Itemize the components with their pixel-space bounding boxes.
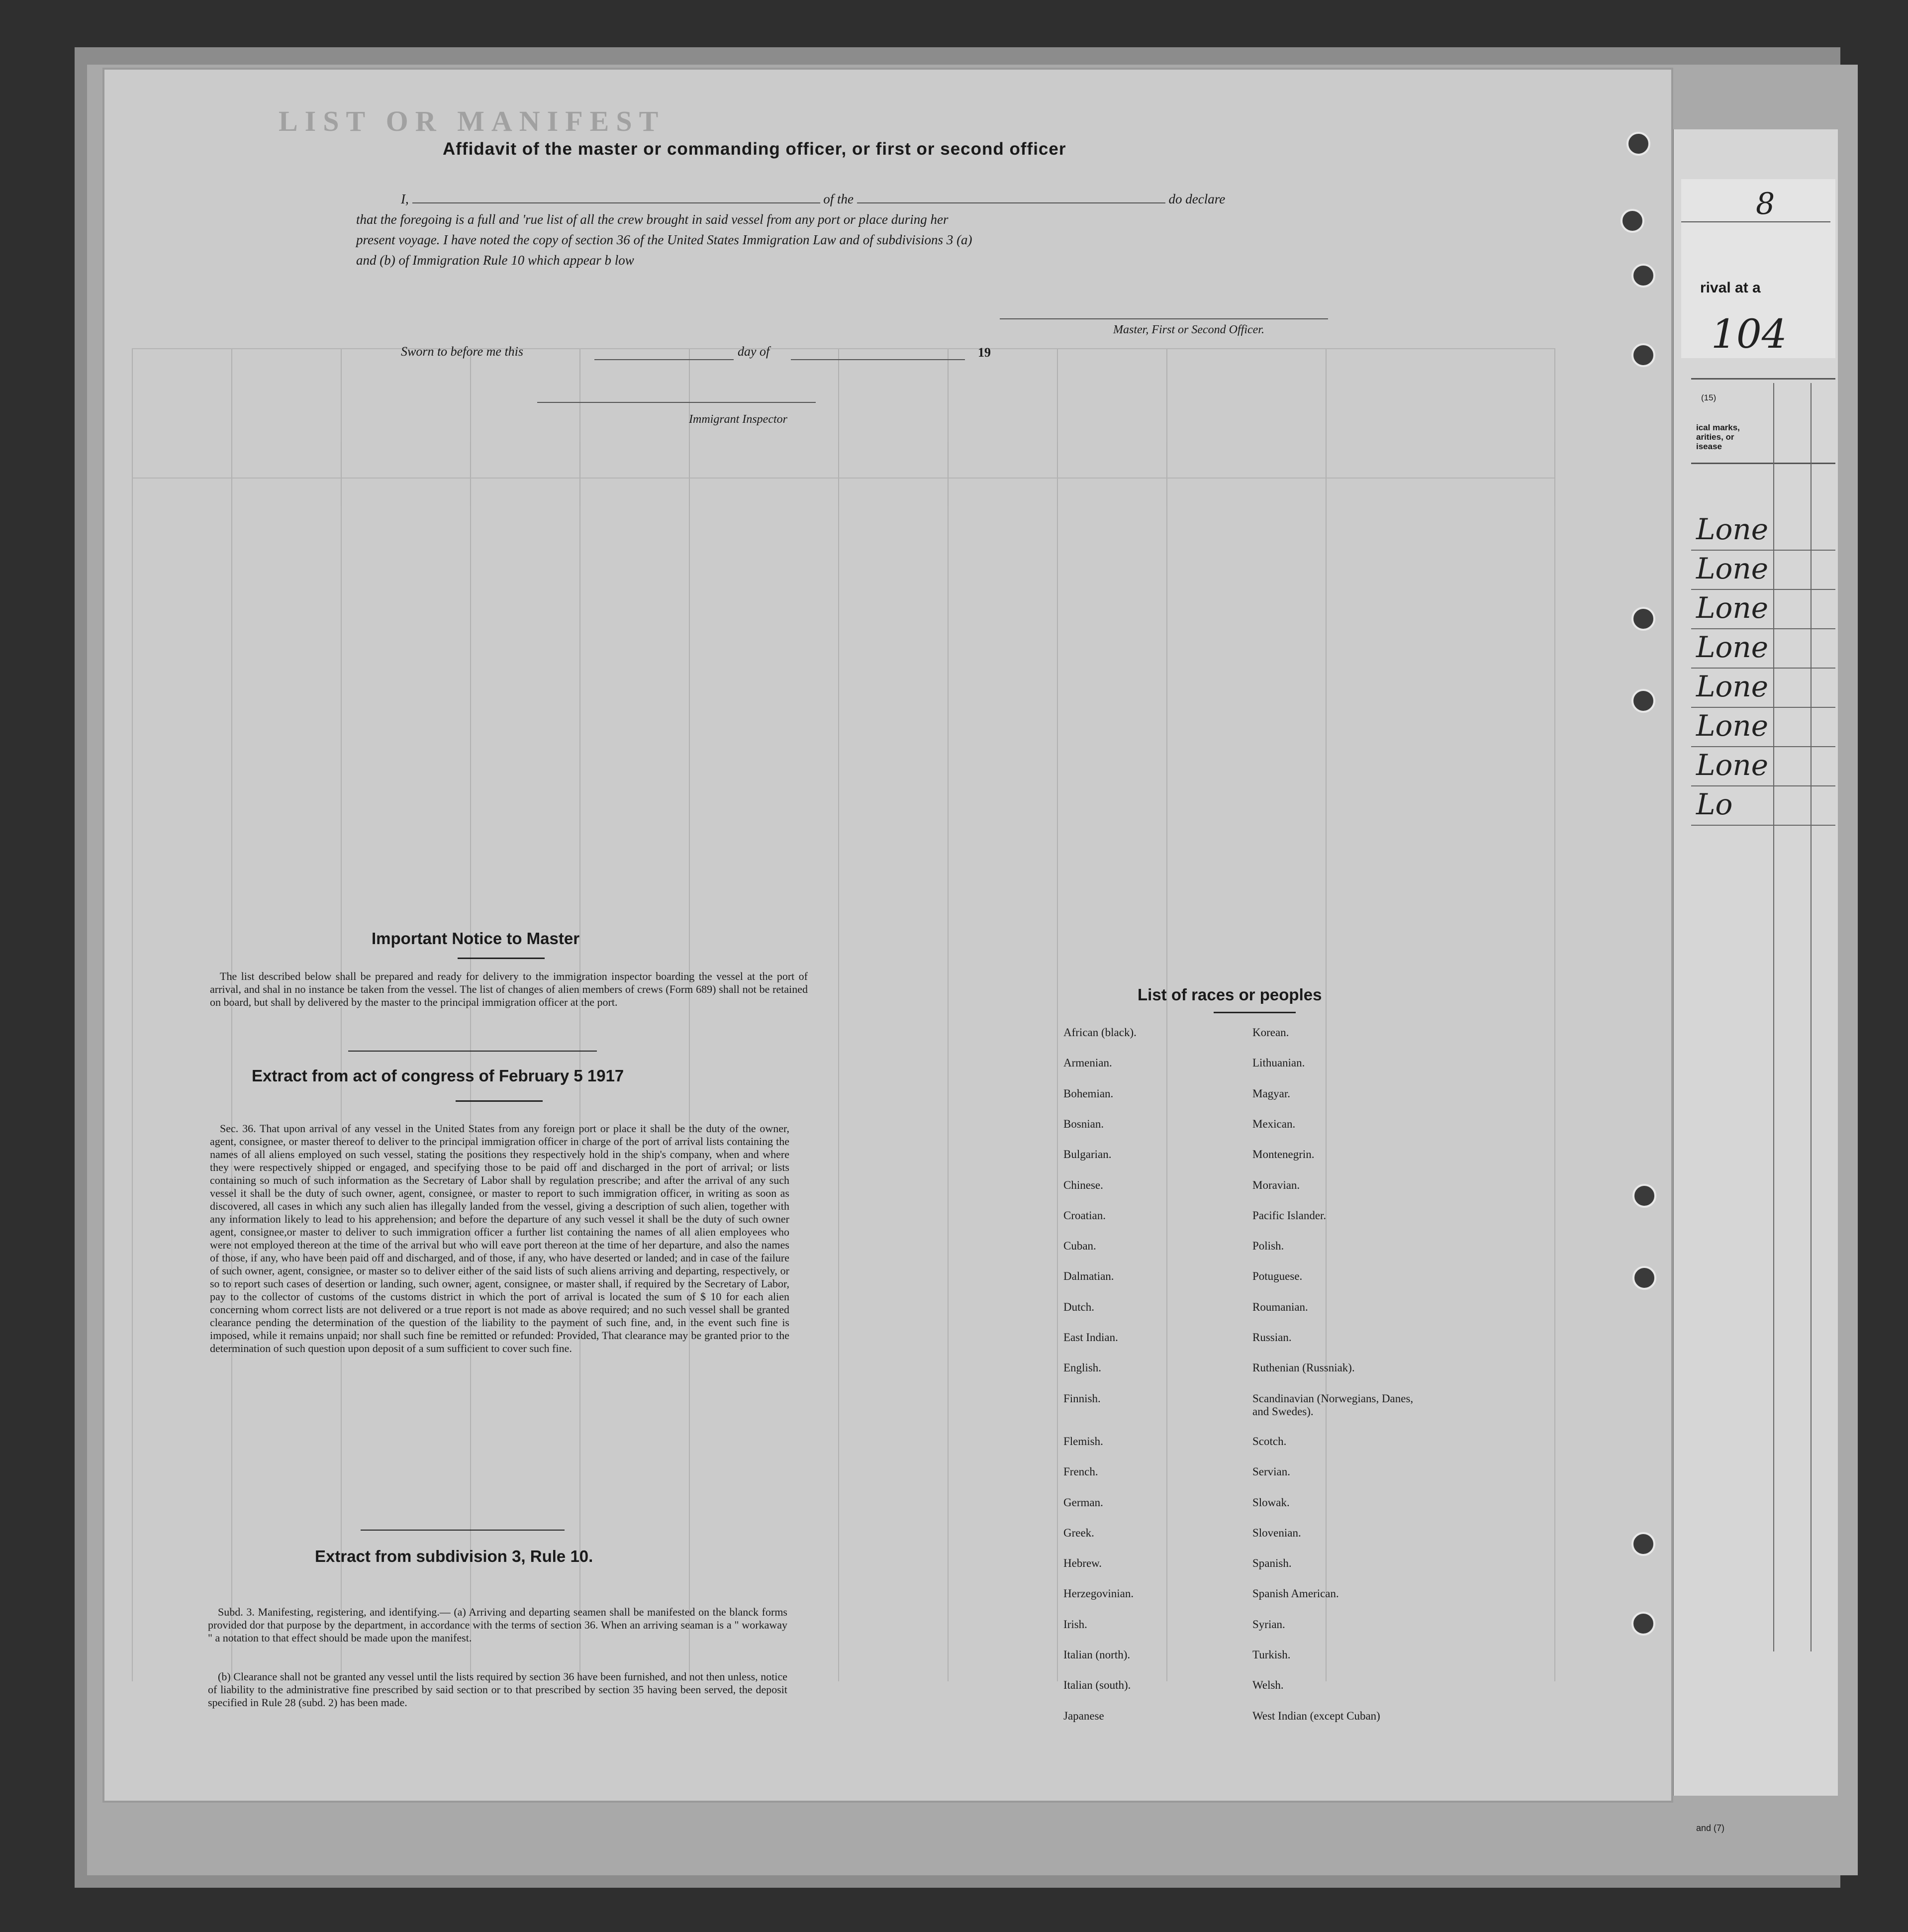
race-item: Slovenian. [1252, 1526, 1301, 1539]
binder-hole [1631, 689, 1655, 713]
strip-footer: and (7) [1696, 1823, 1725, 1833]
binder-hole [1631, 264, 1655, 288]
sworn-month-line [791, 359, 965, 360]
race-item: Welsh. [1252, 1679, 1284, 1692]
race-item: Cuban. [1063, 1240, 1096, 1253]
strip-rule-top [1691, 378, 1835, 380]
strip-rule-head [1691, 463, 1835, 464]
affidavit-title: Affidavit of the master or commanding officer, or first or second officer [443, 139, 1066, 159]
race-item: Bulgarian. [1063, 1148, 1112, 1161]
strip-entry: Lone [1696, 670, 1769, 703]
extract-rule-text-b: (b) Clearance shall not be granted any vessel until the lists required by section 36 have been furnished, and not then unless, notice of liability to the administrative fine prescribed by said section or to that prescribed by section 35 having been served, the deposit specified in Rule 28 (subd. 2) has been made. [208, 1670, 787, 1709]
strip-entry: Lone [1696, 748, 1769, 782]
race-item: Moravian. [1252, 1178, 1300, 1191]
strip-entry: Lone [1696, 709, 1769, 743]
race-item: Syrian. [1252, 1618, 1285, 1631]
race-item: Armenian. [1063, 1057, 1112, 1069]
inspector-label: Immigrant Inspector [689, 413, 787, 426]
bleed-through-header: LIST OR MANIFEST [279, 105, 666, 137]
binder-hole [1626, 132, 1650, 156]
affidavit-do-declare: do declare [1168, 192, 1226, 206]
title-underline [458, 958, 545, 959]
arrival-text: rival at a [1700, 280, 1761, 296]
affidavit-line-4: and (b) of Immigration Rule 10 which appear b low [356, 253, 634, 268]
races-title: List of races or peoples [1138, 985, 1322, 1004]
bleed-through-table [132, 348, 1554, 1681]
race-item: Irish. [1063, 1618, 1087, 1631]
sheet-number: 8 [1756, 187, 1775, 221]
race-item: English. [1063, 1361, 1102, 1374]
strip-row-line [1691, 825, 1835, 826]
race-item: Lithuanian. [1252, 1057, 1305, 1069]
master-signature-line [1000, 318, 1328, 319]
race-item: Roumanian. [1252, 1300, 1308, 1313]
race-item: Potuguese. [1252, 1270, 1303, 1283]
strip-row-line [1691, 707, 1835, 708]
binder-hole [1632, 1184, 1656, 1208]
race-item: Slowak. [1252, 1496, 1290, 1509]
race-item: Scandinavian (Norwegians, Danes, and Swedes). [1252, 1392, 1414, 1418]
race-item: Polish. [1252, 1240, 1284, 1253]
race-item: Spanish American. [1252, 1587, 1339, 1600]
race-item: Korean. [1252, 1026, 1289, 1039]
affidavit-text [356, 189, 1331, 271]
race-item: German. [1063, 1496, 1103, 1509]
race-item: Bosnian. [1063, 1117, 1104, 1130]
affidavit-line-3: present voyage. I have noted the copy of section 36 of the United States Immigration Law and of subdivisions 3 (a) [356, 232, 972, 247]
binder-hole [1631, 1612, 1655, 1636]
race-item: Bohemian. [1063, 1087, 1114, 1100]
strip-row-line [1691, 785, 1835, 786]
affidavit-of-the: of the [823, 192, 854, 206]
strip-col-line [1811, 383, 1812, 1651]
race-item: Flemish. [1063, 1435, 1103, 1448]
race-item: Dalmatian. [1063, 1270, 1114, 1283]
race-item: East Indian. [1063, 1331, 1118, 1344]
race-item: Italian (north). [1063, 1648, 1131, 1661]
strip-row-line [1691, 550, 1835, 551]
vessel-line [857, 190, 1165, 203]
race-item: Herzegovinian. [1063, 1587, 1134, 1600]
race-item: Finnish. [1063, 1392, 1101, 1405]
race-item: African (black). [1063, 1026, 1137, 1039]
race-item: Spanish. [1252, 1557, 1292, 1570]
race-item: Greek. [1063, 1526, 1094, 1539]
title-underline [1214, 1012, 1296, 1013]
affidavit-i: I, [401, 192, 409, 206]
race-item: Japanese [1063, 1709, 1104, 1722]
race-item: Scotch. [1252, 1435, 1287, 1448]
strip-rule [1681, 221, 1830, 222]
title-underline [456, 1100, 543, 1102]
extract-act-title: Extract from act of congress of February 5 1917 [252, 1066, 624, 1085]
race-item: French. [1063, 1465, 1098, 1478]
strip-entry: Lone [1696, 630, 1769, 664]
race-item: Montenegrin. [1252, 1148, 1315, 1161]
section-divider [361, 1530, 565, 1531]
race-item: Croatian. [1063, 1209, 1106, 1222]
race-item: Ruthenian (Russniak). [1252, 1361, 1355, 1374]
strip-entry: Lone [1696, 552, 1769, 585]
race-item: Mexican. [1252, 1117, 1296, 1130]
strip-row-line [1691, 668, 1835, 669]
race-item: Hebrew. [1063, 1557, 1102, 1570]
race-item: West Indian (except Cuban) [1252, 1709, 1380, 1722]
master-label: Master, First or Second Officer. [1113, 323, 1264, 336]
column-15-heading: ical marks, arities, or isease [1696, 423, 1740, 451]
strip-entry: Lone [1696, 512, 1769, 546]
race-item: Pacific Islander. [1252, 1209, 1327, 1222]
affidavit-line-2: that the foregoing is a full and 'rue list of all the crew brought in said vessel from any port or place during her [356, 212, 949, 227]
notice-text: The list described below shall be prepared and ready for delivery to the immigration inspector boarding the vessel at the port of arrival, and shal in no instance be taken from the vessel. The list of changes of alien members of crews (Form 689) shall not be retained on board, but shall by delivered by the master to the principal immigration officer at the port. [210, 970, 808, 1008]
extract-rule-title: Extract from subdivision 3, Rule 10. [315, 1547, 593, 1565]
race-item: Russian. [1252, 1331, 1292, 1344]
binder-hole [1631, 1532, 1655, 1556]
day-of: day of [738, 344, 770, 359]
binder-hole [1631, 343, 1655, 367]
strip-row-line [1691, 628, 1835, 629]
race-item: Turkish. [1252, 1648, 1291, 1661]
arrival-number: 104 [1711, 311, 1787, 357]
extract-act-text: Sec. 36. That upon arrival of any vessel in the United States from any foreign port or place it shall be the duty of the owner, agent, consignee, or master thereof to deliver to the principal immigration officer in charge of the port of arrival lists containing the names of all aliens employed on such vessel, stating the positions they respectively hold in the ship's company, when and where they were respectively shipped or engaged, and specifying those to be paid off and discharged in the port of arrival; or lists containing so much of such information as the Secretary of Labor shall by regulation prescribe; and after the arrival of any such vessel it shall be the duty of such owner, agent, consignee, or master to report to such immigration officer, in writing as soon as discovered, all cases in which any such alien has illegally landed from the vessel, giving a description of such alien, together with any information likely to lead to his apprehension; and before the departure of any such vessel it shall be the duty of such owner agent, consignee,or master to deliver to such immigration officer a further list containing the names of all alien employees who were not employed thereon at the time of the arrival but who will eave port thereon at the time of her departure, and also the names of those, if any, who have been paid off and discharged, and of those, if any, who have deserted or landed; and in case of the failure of such owner, agent, consignee, or master so to deliver either of the said lists of such aliens arriving and departing, respectively, or so to report such cases of desertion or landing, such owner, agent, consignee, or master shall, if required by the Secretary of Labor, pay to the collector of customs of the customs district in which the port of arrival is located the sum of $ 10 for each alien concerning whom correct lists are not delivered or a true report is not made as above required; and no such vessel shall be granted clearance pending the determination of the question of the liability to the payment of such fine, and, in the event such fine is imposed, while it remains unpaid; nor shall such fine be remitted or refunded: Provided, That clearance may be granted prior to the determination of such question upon deposit of a sum sufficient to cover such fine. [210, 1122, 789, 1354]
strip-entry: Lone [1696, 591, 1769, 625]
strip-col-line [1773, 383, 1774, 1651]
binder-hole [1621, 209, 1644, 233]
strip-row-line [1691, 746, 1835, 747]
notice-title: Important Notice to Master [372, 929, 580, 948]
strip-entry: Lo [1696, 787, 1733, 821]
sworn-day-line [594, 359, 734, 360]
inspector-signature-line [537, 402, 816, 403]
race-item: Servian. [1252, 1465, 1291, 1478]
sworn-text: Sworn to before me this [401, 344, 524, 359]
race-item: Italian (south). [1063, 1679, 1131, 1692]
binder-hole [1631, 607, 1655, 631]
section-divider [348, 1051, 597, 1052]
extract-rule-text-a: Subd. 3. Manifesting, registering, and identifying.— (a) Arriving and departing seamen shall be manifested on the blanck forms provided dor that purpose by the department, in accordance with the terms of section 36. When an arriving seaman is a " workaway " a notation to that effect should be made upon the manifest. [208, 1606, 787, 1644]
column-15-label: (15) [1701, 393, 1717, 402]
strip-row-line [1691, 589, 1835, 590]
race-item: Magyar. [1252, 1087, 1291, 1100]
name-line [412, 190, 820, 203]
binder-hole [1632, 1266, 1656, 1290]
race-item: Chinese. [1063, 1178, 1103, 1191]
race-item: Dutch. [1063, 1300, 1094, 1313]
year-19: 19 [978, 345, 991, 360]
